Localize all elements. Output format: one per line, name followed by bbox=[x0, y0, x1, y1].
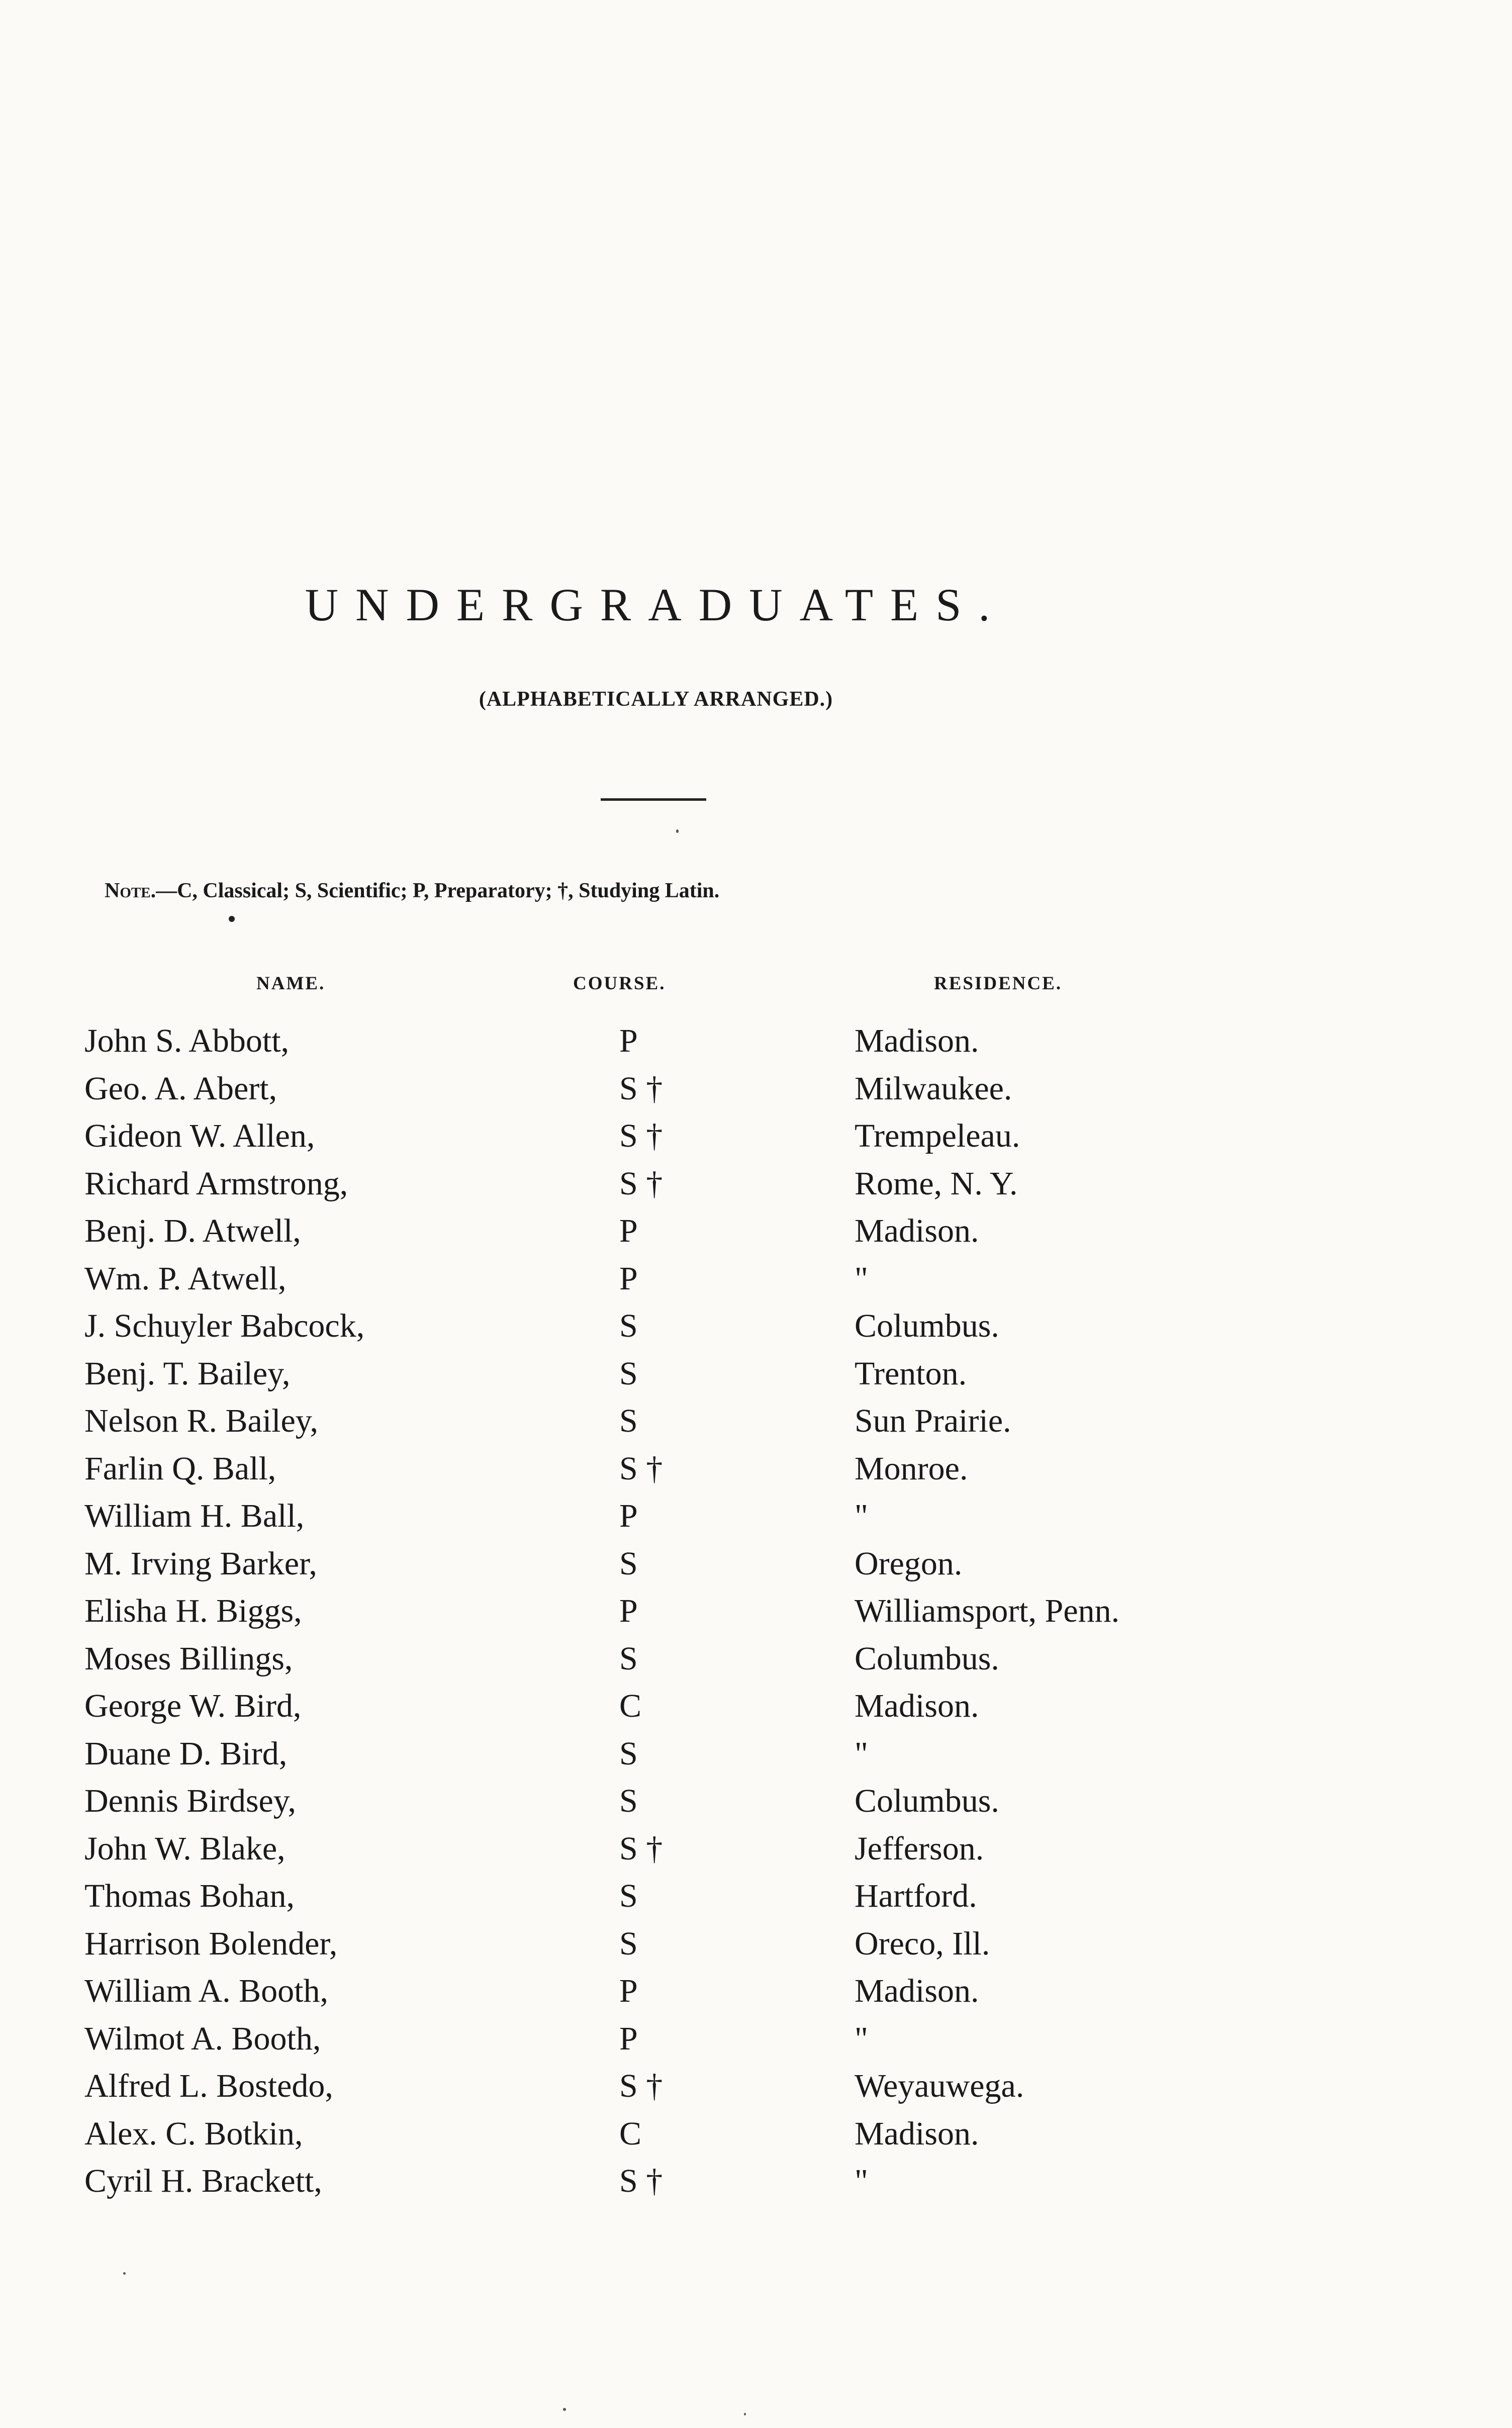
legend-note bbox=[105, 879, 719, 903]
student-name: Duane D. Bird, bbox=[84, 1735, 288, 1772]
student-course: S † bbox=[619, 2068, 663, 2104]
student-row bbox=[0, 1017, 1512, 1065]
student-row bbox=[0, 1730, 1512, 1778]
student-course: P bbox=[619, 2020, 638, 2057]
student-row bbox=[0, 2063, 1512, 2110]
student-course: S † bbox=[619, 1830, 663, 1867]
student-row bbox=[0, 1540, 1512, 1588]
student-name: John S. Abbott, bbox=[84, 1022, 290, 1059]
student-residence: Madison. bbox=[855, 1022, 979, 1059]
student-residence: " bbox=[855, 2163, 868, 2199]
student-name: Harrison Bolender, bbox=[84, 1925, 338, 1962]
student-name: Farlin Q. Ball, bbox=[84, 1450, 276, 1487]
student-row bbox=[0, 2110, 1512, 2158]
student-course: C bbox=[619, 1688, 642, 1724]
student-name: Richard Armstrong, bbox=[84, 1165, 348, 1202]
student-row bbox=[0, 1635, 1512, 1683]
student-course: S † bbox=[619, 1117, 663, 1154]
student-residence: Trempeleau. bbox=[855, 1117, 1020, 1154]
student-row bbox=[0, 1920, 1512, 1968]
student-row bbox=[0, 2015, 1512, 2063]
student-course: P bbox=[619, 1593, 638, 1629]
student-name: J. Schuyler Babcock, bbox=[84, 1308, 365, 1344]
student-name: Cyril H. Brackett, bbox=[84, 2163, 322, 2199]
student-course: P bbox=[619, 1260, 638, 1297]
student-row bbox=[0, 1492, 1512, 1540]
student-course: S † bbox=[619, 1070, 663, 1107]
student-residence: " bbox=[855, 1260, 868, 1297]
student-row bbox=[0, 2158, 1512, 2205]
student-residence: Sun Prairie. bbox=[855, 1403, 1011, 1439]
student-course: S bbox=[619, 1878, 638, 1914]
divider-rule bbox=[601, 798, 706, 801]
student-residence: Monroe. bbox=[855, 1450, 968, 1487]
student-course: C bbox=[619, 2115, 642, 2152]
student-residence: Hartford. bbox=[855, 1878, 977, 1914]
student-course: P bbox=[619, 1973, 638, 2009]
page-title: UNDERGRADUATES. bbox=[305, 579, 1007, 630]
student-name: Moses Billings, bbox=[84, 1640, 293, 1677]
print-speck bbox=[229, 916, 235, 922]
page-subtitle: (ALPHABETICALLY ARRANGED.) bbox=[479, 688, 833, 711]
note-text: —C, Classical; S, Scientific; P, Preparatory; †, Studying Latin. bbox=[156, 879, 720, 902]
student-course: S † bbox=[619, 1450, 663, 1487]
student-name: William H. Ball, bbox=[84, 1498, 305, 1534]
student-residence: Jefferson. bbox=[855, 1830, 984, 1867]
student-course: S bbox=[619, 1735, 638, 1772]
student-course: P bbox=[619, 1498, 638, 1534]
print-speck bbox=[123, 2272, 126, 2275]
student-residence: Madison. bbox=[855, 1688, 979, 1724]
student-name: Benj. D. Atwell, bbox=[84, 1212, 301, 1249]
student-course: S bbox=[619, 1925, 638, 1962]
student-residence: Milwaukee. bbox=[855, 1070, 1012, 1107]
student-course: S bbox=[619, 1403, 638, 1439]
student-row bbox=[0, 1350, 1512, 1398]
student-row bbox=[0, 1112, 1512, 1160]
student-course: S † bbox=[619, 1165, 663, 1202]
student-row bbox=[0, 1255, 1512, 1303]
student-row bbox=[0, 1160, 1512, 1208]
student-name: Geo. A. Abert, bbox=[84, 1070, 277, 1107]
student-residence: Rome, N. Y. bbox=[855, 1165, 1018, 1202]
student-course: S bbox=[619, 1640, 638, 1677]
student-row bbox=[0, 1445, 1512, 1493]
student-residence: Madison. bbox=[855, 1973, 979, 2009]
print-speck bbox=[744, 2413, 746, 2415]
column-header-course: COURSE. bbox=[573, 973, 666, 994]
student-residence: Oregon. bbox=[855, 1545, 963, 1582]
student-course: S bbox=[619, 1545, 638, 1582]
student-row bbox=[0, 1873, 1512, 1920]
student-residence: " bbox=[855, 1498, 868, 1534]
student-residence: Trenton. bbox=[855, 1355, 967, 1392]
student-residence: Columbus. bbox=[855, 1308, 999, 1344]
student-name: Nelson R. Bailey, bbox=[84, 1403, 318, 1439]
student-row bbox=[0, 1065, 1512, 1113]
print-speck bbox=[563, 2408, 566, 2411]
student-course: S bbox=[619, 1308, 638, 1344]
student-name: M. Irving Barker, bbox=[84, 1545, 317, 1582]
student-name: Alex. C. Botkin, bbox=[84, 2115, 303, 2152]
student-name: Alfred L. Bostedo, bbox=[84, 2068, 333, 2104]
student-name: Dennis Birdsey, bbox=[84, 1783, 297, 1819]
student-course: S bbox=[619, 1355, 638, 1392]
student-residence: " bbox=[855, 2020, 868, 2057]
column-header-residence: RESIDENCE. bbox=[934, 973, 1063, 994]
column-header-name: NAME. bbox=[256, 973, 326, 994]
student-residence: Weyauwega. bbox=[855, 2068, 1024, 2104]
student-row bbox=[0, 1397, 1512, 1445]
student-row bbox=[0, 1778, 1512, 1825]
student-name: Wilmot A. Booth, bbox=[84, 2020, 321, 2057]
student-course: S bbox=[619, 1783, 638, 1819]
student-row bbox=[0, 1683, 1512, 1730]
student-name: John W. Blake, bbox=[84, 1830, 286, 1867]
student-name: Gideon W. Allen, bbox=[84, 1117, 315, 1154]
student-residence: Columbus. bbox=[855, 1640, 999, 1677]
student-residence: Madison. bbox=[855, 1212, 979, 1249]
student-row bbox=[0, 1968, 1512, 2015]
note-lead: Note. bbox=[105, 879, 156, 902]
student-name: Elisha H. Biggs, bbox=[84, 1593, 302, 1629]
student-row bbox=[0, 1207, 1512, 1255]
student-list bbox=[0, 1017, 1512, 2205]
student-course: P bbox=[619, 1022, 638, 1059]
student-row bbox=[0, 1587, 1512, 1635]
student-name: Benj. T. Bailey, bbox=[84, 1355, 291, 1392]
student-residence: Columbus. bbox=[855, 1783, 999, 1819]
print-speck bbox=[676, 829, 679, 833]
student-residence: Madison. bbox=[855, 2115, 979, 2152]
student-course: P bbox=[619, 1212, 638, 1249]
student-residence: " bbox=[855, 1735, 868, 1772]
student-row bbox=[0, 1302, 1512, 1350]
student-row bbox=[0, 1825, 1512, 1873]
student-residence: Oreco, Ill. bbox=[855, 1925, 990, 1962]
student-name: George W. Bird, bbox=[84, 1688, 302, 1724]
student-name: Wm. P. Atwell, bbox=[84, 1260, 287, 1297]
student-name: William A. Booth, bbox=[84, 1973, 329, 2009]
student-name: Thomas Bohan, bbox=[84, 1878, 295, 1914]
student-course: S † bbox=[619, 2163, 663, 2199]
student-residence: Williamsport, Penn. bbox=[855, 1593, 1120, 1629]
